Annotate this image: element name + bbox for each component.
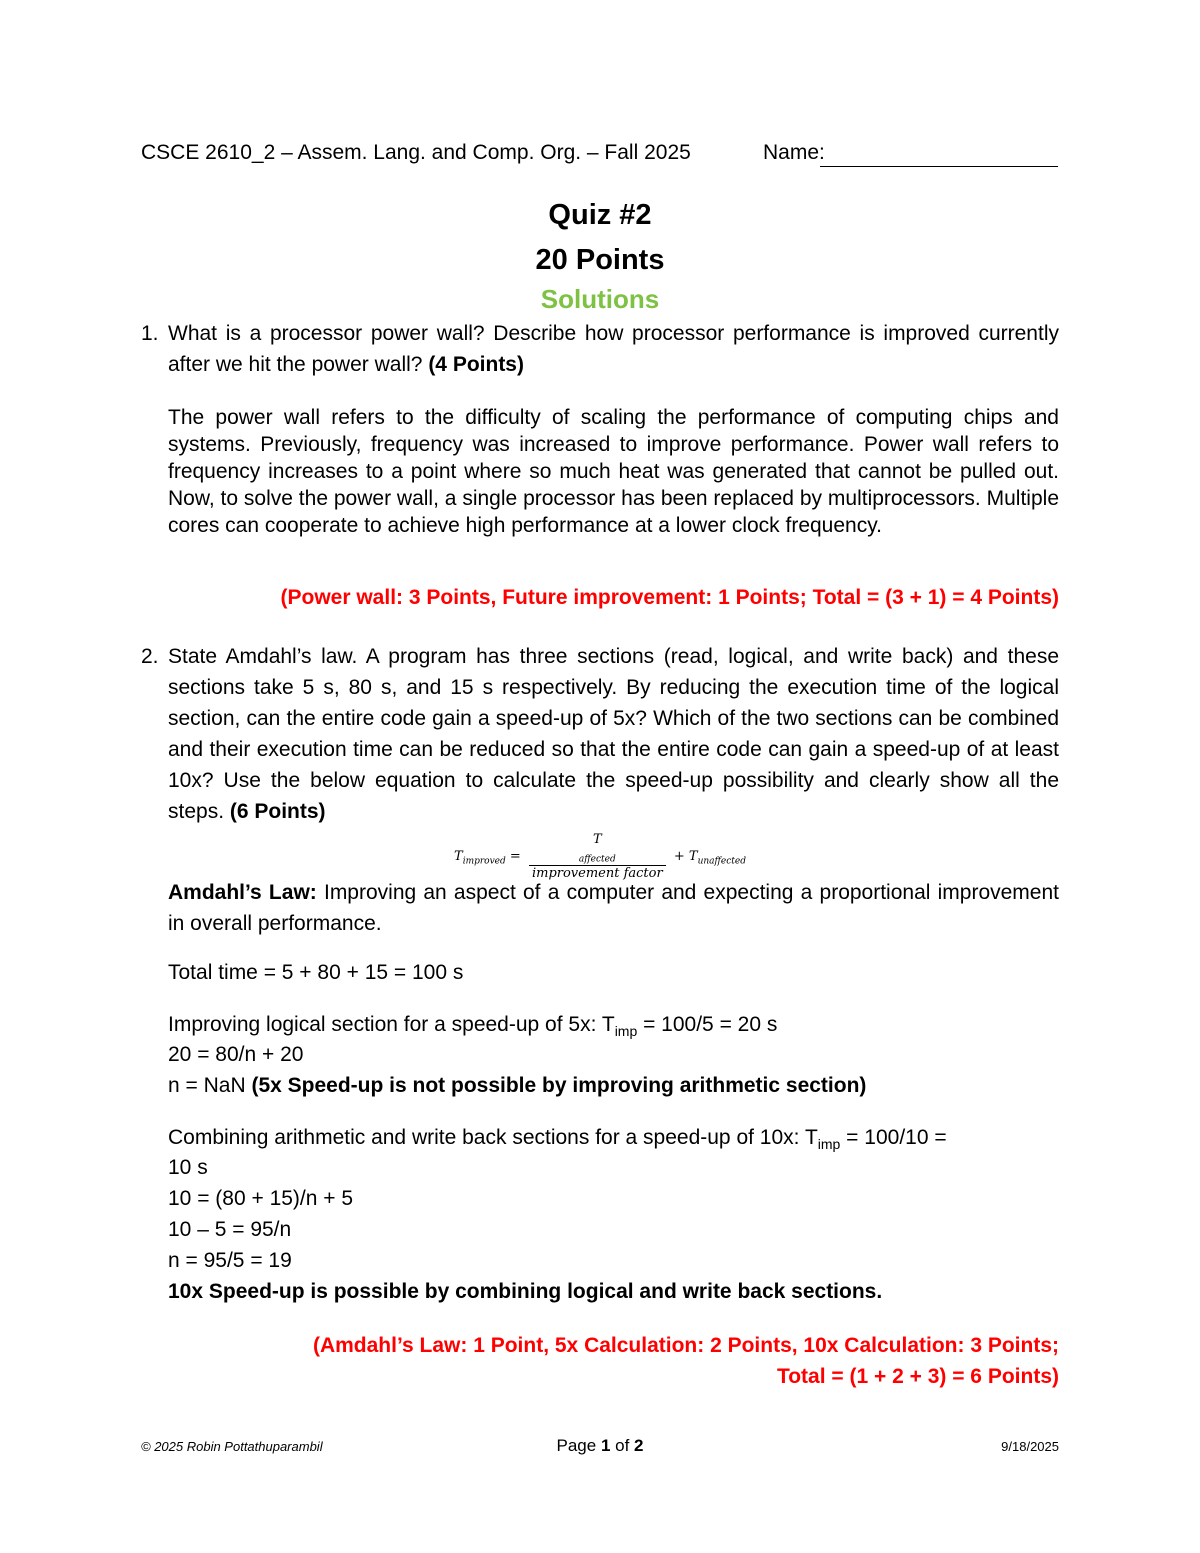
step5-line-2: 20 = 80/n + 20 bbox=[168, 1043, 304, 1066]
step10-conclusion: 10x Speed-up is possible by combining logical and write back sections. bbox=[168, 1280, 883, 1303]
solutions-heading: Solutions bbox=[540, 284, 660, 314]
speedup-equation bbox=[0, 832, 1200, 881]
equation-rhs: $T_{unaffected}$ bbox=[688, 848, 746, 867]
name-blank-line bbox=[820, 166, 1058, 167]
step10-line-4: 10 – 5 = 95/n bbox=[168, 1218, 292, 1241]
footer-copyright: © 2025 Robin Pottathuparambil bbox=[141, 1439, 323, 1454]
question-1 bbox=[141, 318, 1059, 380]
amdahl-definition bbox=[168, 877, 1059, 939]
step10-line-5: n = 95/5 = 19 bbox=[168, 1249, 292, 1272]
question-1-points: (4 Points) bbox=[428, 353, 524, 376]
question-2 bbox=[141, 641, 1059, 827]
step10-line-1: Combining arithmetic and write back sections for a speed-up of 10x: $T_{imp} = 100/10$ = bbox=[168, 1126, 947, 1153]
question-1-text: What is a processor power wall? Describe how processor performance is improved currently after we hit the power wall? bbox=[168, 322, 1059, 376]
step5-line-3: n = NaN (5x Speed-up is not possible by improving arithmetic section) bbox=[168, 1074, 867, 1097]
question-1-number: 1. bbox=[141, 322, 159, 345]
quiz-points: 20 Points bbox=[535, 244, 665, 276]
question-2-text: State Amdahl’s law. A program has three sections (read, logical, and write back) and these sections take 5 s, 80 s, and 15 s respectively. By reducing the execution time of the logical section, can the entire code gain a speed-up of 5x? Which of the two sections can be combined and their execution time can be reduced so that the entire code can gain a speed-up of at least 10x? Use the below equation to calculate the speed-up possibility and clearly show all the steps. bbox=[168, 645, 1059, 823]
amdahl-label: Amdahl’s Law: bbox=[168, 881, 317, 904]
equation-plus: + bbox=[673, 848, 685, 864]
total-time: Total time = 5 + 80 + 15 = 100 s bbox=[168, 961, 464, 984]
equation-equals: = bbox=[509, 848, 521, 864]
step10-line-3: 10 = (80 + 15)/n + 5 bbox=[168, 1187, 354, 1210]
question-2-points: (6 Points) bbox=[229, 800, 326, 823]
question-2-grading-line-1: (Amdahl’s Law: 1 Point, 5x Calculation: 2 Points, 10x Calculation: 3 Points; bbox=[312, 1334, 1059, 1357]
question-2-grading-line-2: Total = (1 + 2 + 3) = 6 Points) bbox=[776, 1365, 1059, 1388]
step5-line-1: Improving logical section for a speed-up of 5x: $T_{imp} = 100/5 = 20$ s bbox=[168, 1013, 778, 1040]
amdahl-text: Improving an aspect of a computer and expecting a proportional improvement in overall performance. bbox=[168, 881, 1059, 935]
step10-line-2: 10 s bbox=[168, 1156, 208, 1179]
footer-page-number: Page 1 of 2 bbox=[556, 1436, 644, 1455]
equation-lhs: $T_{improved}$ bbox=[454, 848, 506, 867]
footer-date: 9/18/2025 bbox=[1001, 1439, 1059, 1454]
name-label: Name: bbox=[763, 141, 825, 164]
question-2-number: 2. bbox=[141, 645, 159, 668]
course-title: CSCE 2610_2 – Assem. Lang. and Comp. Org. – Fall 2025 bbox=[141, 141, 691, 164]
question-1-grading: (Power wall: 3 Points, Future improvement: 1 Points; Total = (3 + 1) = 4 Points) bbox=[280, 586, 1059, 609]
equation-numerator: T $_{affected}$ bbox=[529, 832, 666, 866]
equation-denominator: improvement factor bbox=[531, 865, 663, 881]
question-1-answer: The power wall refers to the difficulty of scaling the performance of computing chips and systems. Previously, frequency was increased to improve performance. Power wall refers to frequency increases to a point where so much heat was generated that cannot be pulled out. Now, to solve the power wall, a single processor has been replaced by multiprocessors. Multiple cores can cooperate to achieve high performance at a lower clock frequency. bbox=[168, 406, 1059, 537]
equation-fraction bbox=[529, 832, 666, 881]
course-header bbox=[141, 141, 825, 165]
quiz-title: Quiz #2 bbox=[548, 199, 652, 231]
